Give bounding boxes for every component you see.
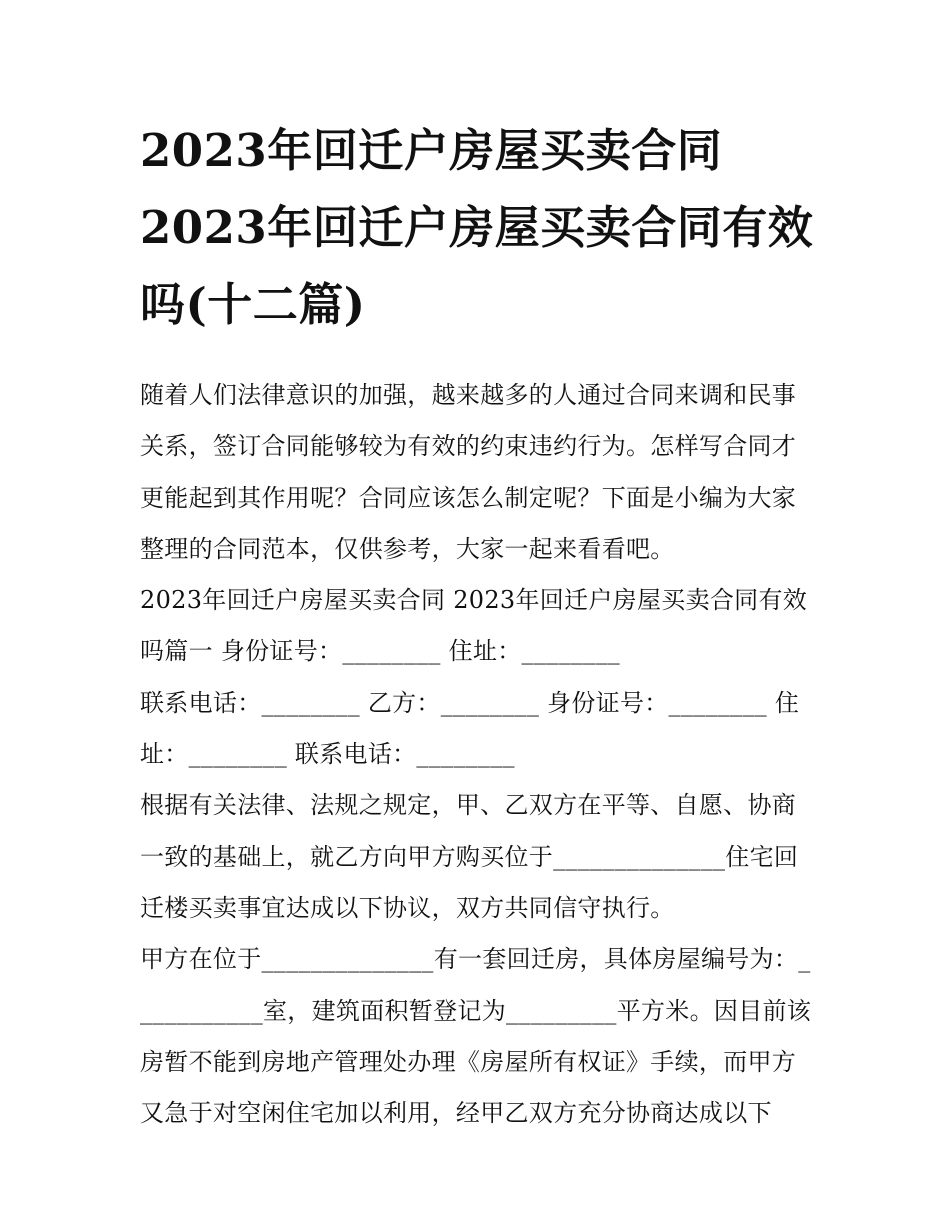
- party-info-paragraph: 联系电话：________ 乙方：________ 身份证号：________ 住址：________ 联系电话：________: [140, 688, 800, 769]
- agreement-basis-paragraph: 根据有关法律、法规之规定，甲、乙双方在平等、自愿、协商一致的基础上，就乙方向甲方购买位于______________住宅回迁楼买卖事宜达成以下协议，双方共同信守执行。: [140, 791, 799, 922]
- property-description-paragraph: 甲方在位于______________有一套回迁房，具体房屋编号为：___________室，建筑面积暂登记为_________平方米。因目前该房暂不能到房地产管理处办理《房屋所有权证》手续，而甲方又急于对空闲住宅加以利用，经甲乙双方充分协商达成以下: [140, 945, 812, 1128]
- intro-paragraph: 随着人们法律意识的加强，越来越多的人通过合同来调和民事关系，签订合同能够较为有效的约束违约行为。怎样写合同才更能起到其作用呢？合同应该怎么制定呢？下面是小编为大家整理的合同范本，仅供参考，大家一起来看看吧。: [140, 381, 797, 563]
- document-body: [140, 370, 815, 1139]
- document-page: [140, 112, 815, 1139]
- contract-heading-paragraph: 2023年回迁户房屋买卖合同 2023年回迁户房屋买卖合同有效吗篇一 身份证号：________ 住址：________: [140, 586, 808, 666]
- document-title: 2023年回迁户房屋买卖合同 2023年回迁户房屋买卖合同有效吗(十二篇): [140, 124, 814, 331]
